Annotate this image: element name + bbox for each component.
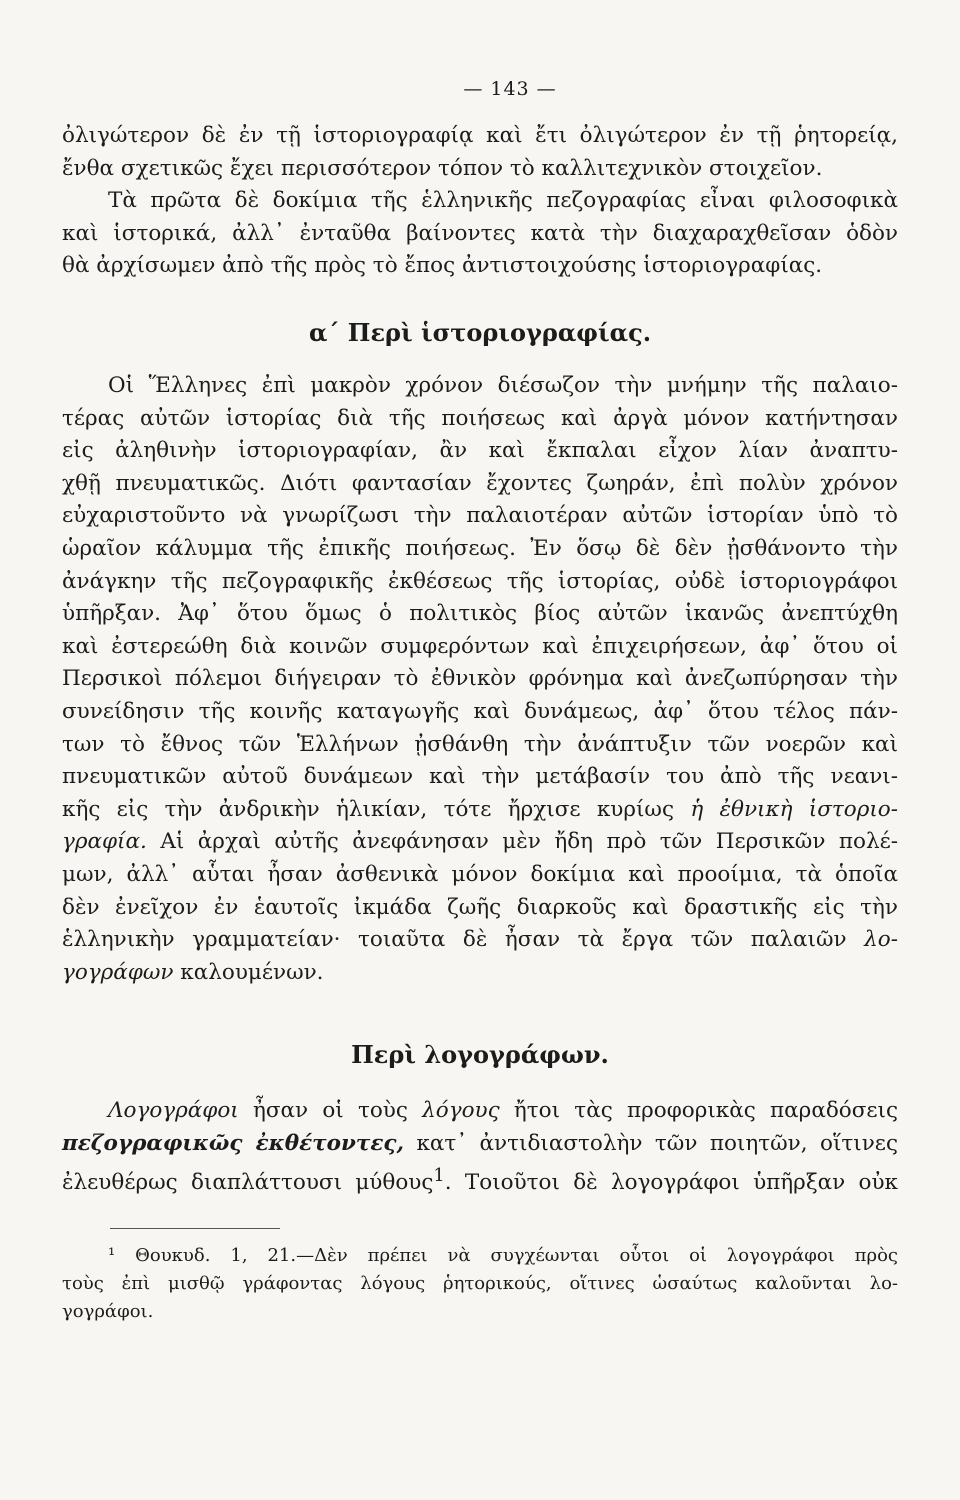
text-line: των τὸ ἔθνος τῶν Ἑλλήνων ᾐσθάνθη τὴν ἀνάπτυξιν τῶν νοερῶν καὶ (62, 731, 898, 757)
footnote-line: τοὺς ἐπὶ μισθῷ γράφοντας λόγους ῥητορικούς, οἵτινες ὡσαύτως καλοῦνται λο- (62, 1273, 898, 1294)
section-heading-historiography: α΄ Περὶ ἱστοριογραφίας. (308, 318, 652, 347)
text-span: Αἱ ἀρχαὶ αὐτῆς ἀνεφάνησαν μὲν ἤδη πρὸ τῶν Περσικῶν πολέ- (146, 829, 898, 855)
emphasis-text: γραφία. (62, 829, 147, 855)
intro-paragraph (62, 120, 898, 283)
footnote-line: γογράφοι. (62, 1301, 154, 1322)
text-line (62, 924, 898, 957)
text-line: δὲν ἐνεῖχον ἐν ἑαυτοῖς ἰκμάδα ζωῆς διαρκοῦς καὶ δραστικῆς εἰς τὴν (62, 894, 898, 920)
text-span: ἦσαν οἱ τοὺς (238, 1098, 423, 1123)
footnote-marker: 1 (433, 1165, 445, 1187)
text-line: μων, ἀλλ᾽ αὗται ἦσαν ἀσθενικὰ μόνον δοκίμια καὶ προοίμια, τὰ ὁποῖα (62, 861, 898, 887)
text-span: ἑλληνικὴν γραμματείαν· τοιαῦτα δὲ ἦσαν τὰ ἔργα τῶν παλαιῶν (62, 927, 865, 953)
text-line: Οἱ Ἕλληνες ἐπὶ μακρὸν χρόνον διέσωζον τὴν μνήμην τῆς παλαιο- (108, 373, 898, 398)
text-span: κατ᾽ ἀντιδιαστολὴν τῶν ποιητῶν, οἵτινες (404, 1130, 898, 1156)
text-line: καὶ ἱστορικά, ἀλλ᾽ ἐνταῦθα βαίνοντες κατὰ τὴν διαχαραχθεῖσαν ὁδὸν (62, 220, 898, 246)
text-line (62, 1095, 898, 1128)
text-line: καὶ ἐστερεώθη διὰ κοινῶν συμφερόντων καὶ ἐπιχειρήσεων, ἀφ᾽ ὅτου οἱ (62, 633, 898, 659)
emphasis-text: Λογογράφοι (108, 1098, 239, 1123)
text-line: ὡραῖον κάλυμμα τῆς ἐπικῆς ποιήσεως. Ἐν ὅσῳ δὲ δὲν ᾐσθάνοντο τὴν (62, 535, 898, 561)
text-line: Τὰ πρῶτα δὲ δοκίμια τῆς ἑλληνικῆς πεζογραφίας εἶναι φιλοσοφικὰ (108, 188, 898, 214)
emphasis-text: λο- (864, 927, 898, 953)
text-span: . Τοιοῦτοι δὲ λογογράφοι ὑπῆρξαν οὐκ (444, 1170, 898, 1196)
text-line (62, 826, 898, 859)
logographers-paragraph (62, 1095, 898, 1200)
text-line (62, 1160, 898, 1200)
text-span: καλουμένων. (173, 959, 324, 985)
text-line: εὐχαριστοῦντο νὰ γνωρίζωσι τὴν παλαιοτέραν αὐτῶν ἱστορίαν ὑπὸ τὸ (62, 503, 898, 529)
text-line: συνείδησιν τῆς κοινῆς καταγωγῆς καὶ δυνάμεως, ἀφ᾽ ὅτου τέλος πάν- (62, 698, 898, 724)
footnote-rule (110, 1228, 280, 1229)
emphasis-text: ἡ ἐθνικὴ ἱστοριο- (690, 796, 898, 822)
text-line: τέρας αὐτῶν ἱστορίας διὰ τῆς ποιήσεως καὶ ἀργὰ μόνον κατήντησαν (62, 405, 898, 431)
emphasis-text: λόγους (422, 1098, 500, 1123)
text-line (62, 1128, 898, 1161)
text-span: ἤτοι τὰς προφορικὰς παραδόσεις (499, 1098, 899, 1123)
page-number: — 143 — (463, 78, 557, 100)
text-line: Περσικοὶ πόλεμοι διήγειραν τὸ ἐθνικὸν φρόνημα καὶ ἀνεζωπύρησαν τὴν (62, 666, 898, 692)
emphasis-text: γογράφων (62, 959, 174, 985)
text-span: ἐλευθέρως διαπλάττουσι μύθους (62, 1170, 434, 1196)
section-heading-logographers: Περὶ λογογράφων. (351, 1040, 609, 1069)
historiography-paragraph (62, 370, 898, 989)
text-line (62, 794, 898, 827)
text-line: ὀλιγώτερον δὲ ἐν τῇ ἱστοριογραφίᾳ καὶ ἔτι ὀλιγώτερον ἐν τῇ ῥητορείᾳ, (62, 123, 898, 148)
text-line: ἔνθα σχετικῶς ἔχει περισσότερον τόπον τὸ καλλιτεχνικὸν στοιχεῖον. (62, 155, 823, 181)
text-span: κῆς εἰς τὴν ἀνδρικὴν ἡλικίαν, τότε ἤρχισε κυρίως (62, 796, 691, 822)
text-line (62, 957, 898, 990)
text-line: θὰ ἀρχίσωμεν ἀπὸ τῆς πρὸς τὸ ἔπος ἀντιστοιχούσης ἱστοριογραφίας. (62, 253, 823, 279)
page-header (0, 78, 960, 100)
text-line: ἀνάγκην τῆς πεζογραφικῆς ἐκθέσεως τῆς ἱστορίας, οὐδὲ ἱστοριογράφοι (62, 568, 898, 594)
footnote-line: ¹ Θουκυδ. 1, 21.—Δὲν πρέπει νὰ συγχέωνται οὗτοι οἱ λογογράφοι πρὸς (108, 1245, 898, 1266)
text-line: ὑπῆρξαν. Ἀφ᾽ ὅτου ὅμως ὁ πολιτικὸς βίος αὐτῶν ἱκανῶς ἀνεπτύχθη (62, 601, 898, 627)
text-line: εἰς ἀληθινὴν ἱστοριογραφίαν, ἂν καὶ ἔκπαλαι εἶχον λίαν ἀναπτυ- (62, 438, 898, 464)
footnote (62, 1242, 898, 1326)
emphasis-text: πεζογραφικῶς ἐκθέτοντες, (62, 1130, 404, 1156)
text-line: χθῇ πνευματικῶς. Διότι φαντασίαν ἔχοντες ζωηράν, ἐπὶ πολὺν χρόνον (62, 470, 898, 496)
text-line: πνευματικῶν αὐτοῦ δυνάμεων καὶ τὴν μετάβασίν του ἀπὸ τῆς νεανι- (62, 764, 898, 790)
